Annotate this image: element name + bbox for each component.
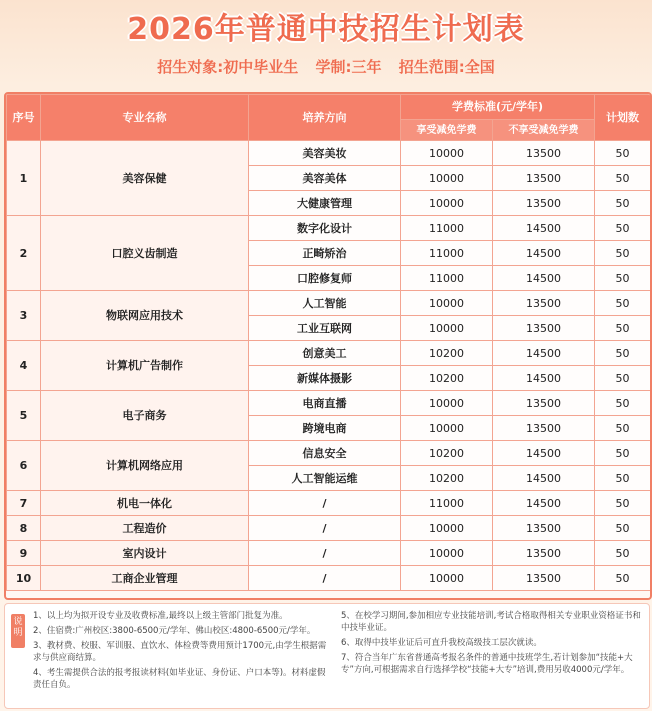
fee-without-cell: 13500 — [493, 291, 595, 316]
table-row — [7, 291, 651, 316]
direction-cell: 创意美工 — [249, 341, 401, 366]
major-name: 物联网应用技术 — [41, 291, 249, 341]
plan-cell: 50 — [595, 541, 651, 566]
fee-with-cell: 11000 — [401, 216, 493, 241]
header-direction: 培养方向 — [249, 95, 401, 141]
direction-cell: 口腔修复师 — [249, 266, 401, 291]
direction-cell: 大健康管理 — [249, 191, 401, 216]
table-row — [7, 541, 651, 566]
note-item: 2、住宿费:广州校区:3800-6500元/学年、佛山校区:4800-6500元/学年。 — [33, 626, 316, 636]
fee-with-cell: 10000 — [401, 141, 493, 166]
subtitle-scope: 招生范围:全国 — [398, 58, 495, 76]
fee-without-cell: 13500 — [493, 566, 595, 591]
row-number: 1 — [7, 141, 41, 216]
direction-cell: / — [249, 516, 401, 541]
major-name: 计算机网络应用 — [41, 441, 249, 491]
row-number: 9 — [7, 541, 41, 566]
header-fee: 学费标准(元/学年) — [401, 95, 595, 120]
fee-with-cell: 10200 — [401, 341, 493, 366]
table-row — [7, 566, 651, 591]
table-row — [7, 491, 651, 516]
row-number: 4 — [7, 341, 41, 391]
plan-cell: 50 — [595, 566, 651, 591]
fee-with-cell: 10000 — [401, 416, 493, 441]
fee-without-cell: 14500 — [493, 266, 595, 291]
plan-cell: 50 — [595, 291, 651, 316]
fee-with-cell: 11000 — [401, 491, 493, 516]
row-number: 3 — [7, 291, 41, 341]
fee-without-cell: 14500 — [493, 366, 595, 391]
row-number: 10 — [7, 566, 41, 591]
notes-right-column — [341, 610, 641, 679]
header-plan: 计划数 — [595, 95, 651, 141]
fee-with-cell: 10000 — [401, 191, 493, 216]
fee-with-cell: 10200 — [401, 441, 493, 466]
major-name: 计算机广告制作 — [41, 341, 249, 391]
plan-cell: 50 — [595, 316, 651, 341]
direction-cell: / — [249, 566, 401, 591]
header-no: 序号 — [7, 95, 41, 141]
enrollment-table-container — [4, 92, 652, 600]
major-name: 美容保健 — [41, 141, 249, 216]
plan-cell: 50 — [595, 216, 651, 241]
note-item: 1、以上均为拟开设专业及收费标准,最终以上级主管部门批复为准。 — [33, 611, 288, 621]
fee-with-cell: 10200 — [401, 466, 493, 491]
fee-with-cell: 10000 — [401, 166, 493, 191]
fee-with-cell: 10000 — [401, 391, 493, 416]
plan-cell: 50 — [595, 416, 651, 441]
notes-tag: 说明 — [11, 614, 25, 648]
table-row — [7, 516, 651, 541]
direction-cell: 人工智能运维 — [249, 466, 401, 491]
notes-left-column — [33, 610, 331, 694]
table-body — [7, 141, 651, 591]
direction-cell: 跨境电商 — [249, 416, 401, 441]
note-item: 7、符合当年广东省普通高考报名条件的普通中技班学生,若计划参加“技能+大专”方向,可根据需求自行选择学校“技能+大专”培训,费用另收4000元/学年。 — [341, 653, 633, 675]
direction-cell: 美容美体 — [249, 166, 401, 191]
major-name: 口腔义齿制造 — [41, 216, 249, 291]
row-number: 6 — [7, 441, 41, 491]
direction-cell: / — [249, 541, 401, 566]
table-row — [7, 141, 651, 166]
plan-cell: 50 — [595, 466, 651, 491]
fee-without-cell: 13500 — [493, 541, 595, 566]
direction-cell: 信息安全 — [249, 441, 401, 466]
fee-without-cell: 13500 — [493, 191, 595, 216]
plan-cell: 50 — [595, 191, 651, 216]
major-name: 电子商务 — [41, 391, 249, 441]
direction-cell: / — [249, 491, 401, 516]
plan-cell: 50 — [595, 491, 651, 516]
major-name: 机电一体化 — [41, 491, 249, 516]
table-row — [7, 341, 651, 366]
header-fee-with: 享受减免学费 — [401, 120, 493, 141]
header-fee-without: 不享受减免学费 — [493, 120, 595, 141]
direction-cell: 工业互联网 — [249, 316, 401, 341]
table-row — [7, 441, 651, 466]
plan-cell: 50 — [595, 241, 651, 266]
fee-with-cell: 10000 — [401, 291, 493, 316]
fee-without-cell: 13500 — [493, 391, 595, 416]
table-row — [7, 391, 651, 416]
fee-with-cell: 10000 — [401, 566, 493, 591]
fee-with-cell: 10000 — [401, 516, 493, 541]
fee-without-cell: 14500 — [493, 466, 595, 491]
plan-cell: 50 — [595, 391, 651, 416]
fee-without-cell: 14500 — [493, 341, 595, 366]
direction-cell: 人工智能 — [249, 291, 401, 316]
row-number: 2 — [7, 216, 41, 291]
direction-cell: 美容美妆 — [249, 141, 401, 166]
plan-cell: 50 — [595, 516, 651, 541]
subtitle — [0, 56, 652, 77]
header-major: 专业名称 — [41, 95, 249, 141]
subtitle-target: 招生对象:初中毕业生 — [157, 58, 299, 76]
major-name: 室内设计 — [41, 541, 249, 566]
fee-with-cell: 11000 — [401, 241, 493, 266]
direction-cell: 数字化设计 — [249, 216, 401, 241]
note-item: 4、考生需提供合法的报考报读材料(如毕业证、身份证、户口本等)。材料虚假责任自负。 — [33, 668, 326, 690]
enrollment-table — [6, 94, 651, 591]
major-name: 工程造价 — [41, 516, 249, 541]
fee-with-cell: 11000 — [401, 266, 493, 291]
row-number: 5 — [7, 391, 41, 441]
plan-cell: 50 — [595, 441, 651, 466]
row-number: 7 — [7, 491, 41, 516]
subtitle-duration: 学制:三年 — [315, 58, 382, 76]
direction-cell: 电商直播 — [249, 391, 401, 416]
note-item: 5、在校学习期间,参加相应专业技能培训,考试合格取得相关专业职业资格证书和中技毕业证。 — [341, 611, 641, 633]
fee-without-cell: 13500 — [493, 141, 595, 166]
fee-with-cell: 10000 — [401, 316, 493, 341]
fee-without-cell: 14500 — [493, 241, 595, 266]
fee-without-cell: 13500 — [493, 516, 595, 541]
fee-without-cell: 13500 — [493, 416, 595, 441]
fee-without-cell: 13500 — [493, 316, 595, 341]
plan-cell: 50 — [595, 366, 651, 391]
direction-cell: 新媒体摄影 — [249, 366, 401, 391]
major-name: 工商企业管理 — [41, 566, 249, 591]
fee-without-cell: 14500 — [493, 491, 595, 516]
notes-box — [4, 603, 650, 709]
row-number: 8 — [7, 516, 41, 541]
fee-with-cell: 10000 — [401, 541, 493, 566]
note-item: 6、取得中技毕业证后可直升我校高级技工层次就读。 — [341, 638, 542, 648]
table-row — [7, 216, 651, 241]
fee-without-cell: 14500 — [493, 216, 595, 241]
note-item: 3、教材费、校服、军训服、直饮水、体检费等费用预计1700元,由学生根据需求与供应商结算。 — [33, 641, 327, 663]
fee-without-cell: 14500 — [493, 441, 595, 466]
fee-with-cell: 10200 — [401, 366, 493, 391]
fee-without-cell: 13500 — [493, 166, 595, 191]
plan-cell: 50 — [595, 166, 651, 191]
plan-cell: 50 — [595, 141, 651, 166]
page-title: 2026年普通中技招生计划表 — [127, 12, 525, 47]
plan-cell: 50 — [595, 266, 651, 291]
plan-cell: 50 — [595, 341, 651, 366]
direction-cell: 正畸矫治 — [249, 241, 401, 266]
